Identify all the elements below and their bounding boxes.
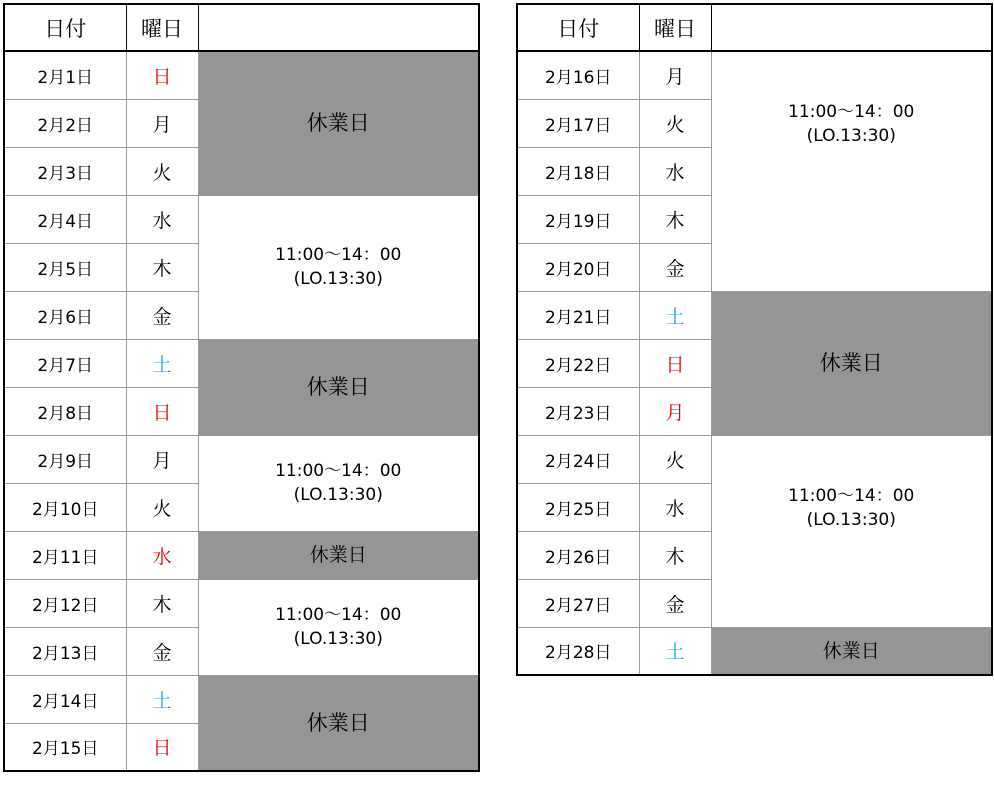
- date-cell: 2月12日: [4, 579, 126, 627]
- date-cell: 2月6日: [4, 291, 126, 339]
- last-order-text: (LO.13:30): [293, 269, 383, 289]
- table-row: [517, 51, 992, 99]
- weekday-cell: 月: [126, 435, 198, 483]
- hours-text: 11:00～14：00: [275, 605, 402, 625]
- hours-text: 11:00～14：00: [275, 461, 402, 481]
- weekday-cell: 金: [126, 627, 198, 675]
- header-day: 曜日: [639, 4, 711, 51]
- date-cell: 2月17日: [517, 99, 639, 147]
- closed-day-cell: [711, 627, 992, 675]
- header-date: 日付: [517, 4, 639, 51]
- table-row: [517, 435, 992, 483]
- hours-text: 11:00～14：00: [788, 102, 915, 122]
- hours-text: 11:00～14：00: [788, 485, 915, 506]
- business-hours-cell: [198, 435, 479, 531]
- weekday-cell: 月: [639, 51, 711, 99]
- date-cell: 2月27日: [517, 579, 639, 627]
- weekday-cell: 月: [639, 387, 711, 435]
- date-cell: 2月22日: [517, 339, 639, 387]
- header-row: [517, 4, 992, 51]
- table-row: [517, 291, 992, 339]
- hours-text: 11:00～14：00: [275, 245, 402, 265]
- closed-day-cell: [198, 51, 479, 195]
- date-cell: 2月24日: [517, 435, 639, 483]
- date-cell: 2月1日: [4, 51, 126, 99]
- date-cell: 2月28日: [517, 627, 639, 675]
- weekday-cell: 水: [126, 195, 198, 243]
- weekday-cell: 金: [639, 243, 711, 291]
- date-cell: 2月7日: [4, 339, 126, 387]
- date-cell: 2月25日: [517, 483, 639, 531]
- table-row: [4, 339, 479, 387]
- closed-day-cell: [198, 675, 479, 771]
- date-cell: 2月18日: [517, 147, 639, 195]
- schedule-table-left: [3, 3, 480, 772]
- weekday-cell: 土: [639, 627, 711, 675]
- closed-day-cell: [198, 531, 479, 579]
- header-status: [198, 4, 479, 51]
- table-row: [517, 627, 992, 675]
- date-cell: 2月11日: [4, 531, 126, 579]
- closed-day-cell: [711, 291, 992, 435]
- weekday-cell: 木: [126, 579, 198, 627]
- closed-label: 休業日: [306, 375, 370, 399]
- last-order-text: (LO.13:30): [806, 509, 896, 530]
- closed-label: 休業日: [306, 111, 370, 136]
- closed-label: 休業日: [306, 710, 370, 735]
- closed-label: 休業日: [822, 639, 880, 662]
- table-row: [4, 435, 479, 483]
- weekday-cell: 日: [126, 723, 198, 771]
- weekday-cell: 火: [126, 147, 198, 195]
- weekday-cell: 水: [639, 483, 711, 531]
- business-hours-cell: [198, 579, 479, 675]
- date-cell: 2月14日: [4, 675, 126, 723]
- weekday-cell: 月: [126, 99, 198, 147]
- weekday-cell: 火: [126, 483, 198, 531]
- closed-label: 休業日: [309, 544, 367, 566]
- date-cell: 2月23日: [517, 387, 639, 435]
- header-row: [4, 4, 479, 51]
- date-cell: 2月8日: [4, 387, 126, 435]
- weekday-cell: 日: [639, 339, 711, 387]
- date-cell: 2月10日: [4, 483, 126, 531]
- table-row: [4, 675, 479, 723]
- weekday-cell: 水: [126, 531, 198, 579]
- header-status: [711, 4, 992, 51]
- date-cell: 2月9日: [4, 435, 126, 483]
- table-row: [4, 51, 479, 99]
- date-cell: 2月13日: [4, 627, 126, 675]
- weekday-cell: 土: [639, 291, 711, 339]
- weekday-cell: 金: [639, 579, 711, 627]
- header-day: 曜日: [126, 4, 198, 51]
- date-cell: 2月5日: [4, 243, 126, 291]
- business-hours-cell: [711, 51, 992, 291]
- weekday-cell: 火: [639, 99, 711, 147]
- date-cell: 2月20日: [517, 243, 639, 291]
- weekday-cell: 金: [126, 291, 198, 339]
- table-row: [4, 195, 479, 243]
- last-order-text: (LO.13:30): [806, 126, 896, 146]
- last-order-text: (LO.13:30): [293, 629, 383, 649]
- weekday-cell: 木: [126, 243, 198, 291]
- date-cell: 2月2日: [4, 99, 126, 147]
- table-row: [4, 531, 479, 579]
- date-cell: 2月15日: [4, 723, 126, 771]
- weekday-cell: 日: [126, 387, 198, 435]
- date-cell: 2月19日: [517, 195, 639, 243]
- closed-day-cell: [198, 339, 479, 435]
- date-cell: 2月26日: [517, 531, 639, 579]
- business-hours-cell: [711, 435, 992, 627]
- weekday-cell: 土: [126, 675, 198, 723]
- weekday-cell: 木: [639, 195, 711, 243]
- date-cell: 2月16日: [517, 51, 639, 99]
- date-cell: 2月4日: [4, 195, 126, 243]
- weekday-cell: 木: [639, 531, 711, 579]
- header-date: 日付: [4, 4, 126, 51]
- date-cell: 2月3日: [4, 147, 126, 195]
- table-row: [4, 579, 479, 627]
- weekday-cell: 火: [639, 435, 711, 483]
- last-order-text: (LO.13:30): [293, 485, 383, 505]
- business-hours-cell: [198, 195, 479, 339]
- closed-label: 休業日: [819, 351, 883, 375]
- schedule-table-right: [516, 3, 993, 676]
- weekday-cell: 土: [126, 339, 198, 387]
- date-cell: 2月21日: [517, 291, 639, 339]
- weekday-cell: 日: [126, 51, 198, 99]
- weekday-cell: 水: [639, 147, 711, 195]
